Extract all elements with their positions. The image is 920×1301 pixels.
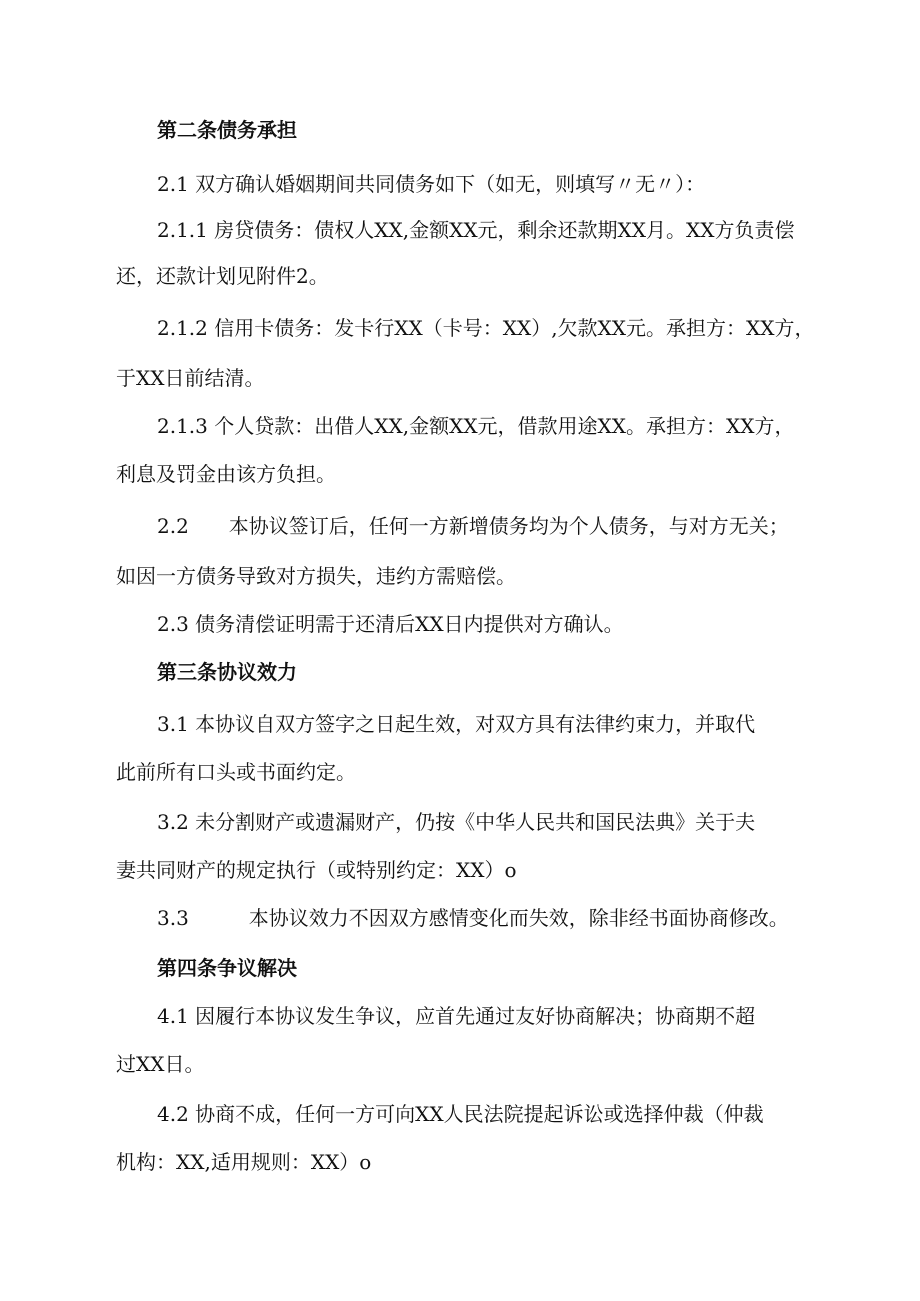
clause-3-3: 3.3 本协议效力不因双方感情变化而失效，除非经书面协商修改。 (157, 906, 789, 930)
clause-4-2-line2: 机构：XX,适用规则：XX）o (116, 1150, 372, 1174)
clause-2-1-1-line2: 还，还款计划见附件2。 (116, 264, 329, 288)
clause-3-2-line1: 3.2 未分割财产或遗漏财产，仍按《中华人民共和国民法典》关于夫 (157, 810, 756, 834)
clause-2-1-1-line1: 2.1.1 房贷债务：债权人XX,金额XX元，剩余还款期XX月。XX方负责偿 (157, 218, 795, 242)
article-4-heading: 第四条争议解决 (157, 956, 297, 980)
clause-3-1-line1: 3.1 本协议自双方签字之日起生效，对双方具有法律约束力，并取代 (157, 712, 756, 736)
clause-2-1-2-line1: 2.1.2 信用卡债务：发卡行XX（卡号：XX）,欠款XX元。承担方：XX方， (157, 316, 815, 340)
clause-2-1: 2.1 双方确认婚姻期间共同债务如下（如无，则填写〃无〃）： (157, 172, 706, 196)
clause-2-1-3-line1: 2.1.3 个人贷款：出借人XX,金额XX元，借款用途XX。承担方：XX方， (157, 414, 795, 438)
clause-2-2-line1: 2.2 本协议签订后，任何一方新增债务均为个人债务，与对方无关； (157, 514, 789, 538)
clause-2-1-3-line2: 利息及罚金由该方负担。 (116, 462, 336, 486)
clause-2-2-line2: 如因一方债务导致对方损失，违约方需赔偿。 (116, 564, 516, 588)
clause-2-1-2-line2: 于XX日前结清。 (116, 366, 265, 390)
clause-4-1-line2: 过XX日。 (116, 1052, 205, 1076)
clause-4-2-line1: 4.2 协商不成，任何一方可向XX人民法院提起诉讼或选择仲裁（仲裁 (157, 1102, 764, 1126)
clause-4-1-line1: 4.1 因履行本协议发生争议，应首先通过友好协商解决；协商期不超 (157, 1004, 756, 1028)
article-3-heading: 第三条协议效力 (157, 660, 297, 684)
clause-2-3: 2.3 债务清偿证明需于还清后XX日内提供对方确认。 (157, 612, 624, 636)
article-2-heading: 第二条债务承担 (157, 118, 297, 142)
clause-3-2-line2: 妻共同财产的规定执行（或特别约定：XX）o (116, 858, 517, 882)
clause-3-1-line2: 此前所有口头或书面约定。 (116, 760, 356, 784)
